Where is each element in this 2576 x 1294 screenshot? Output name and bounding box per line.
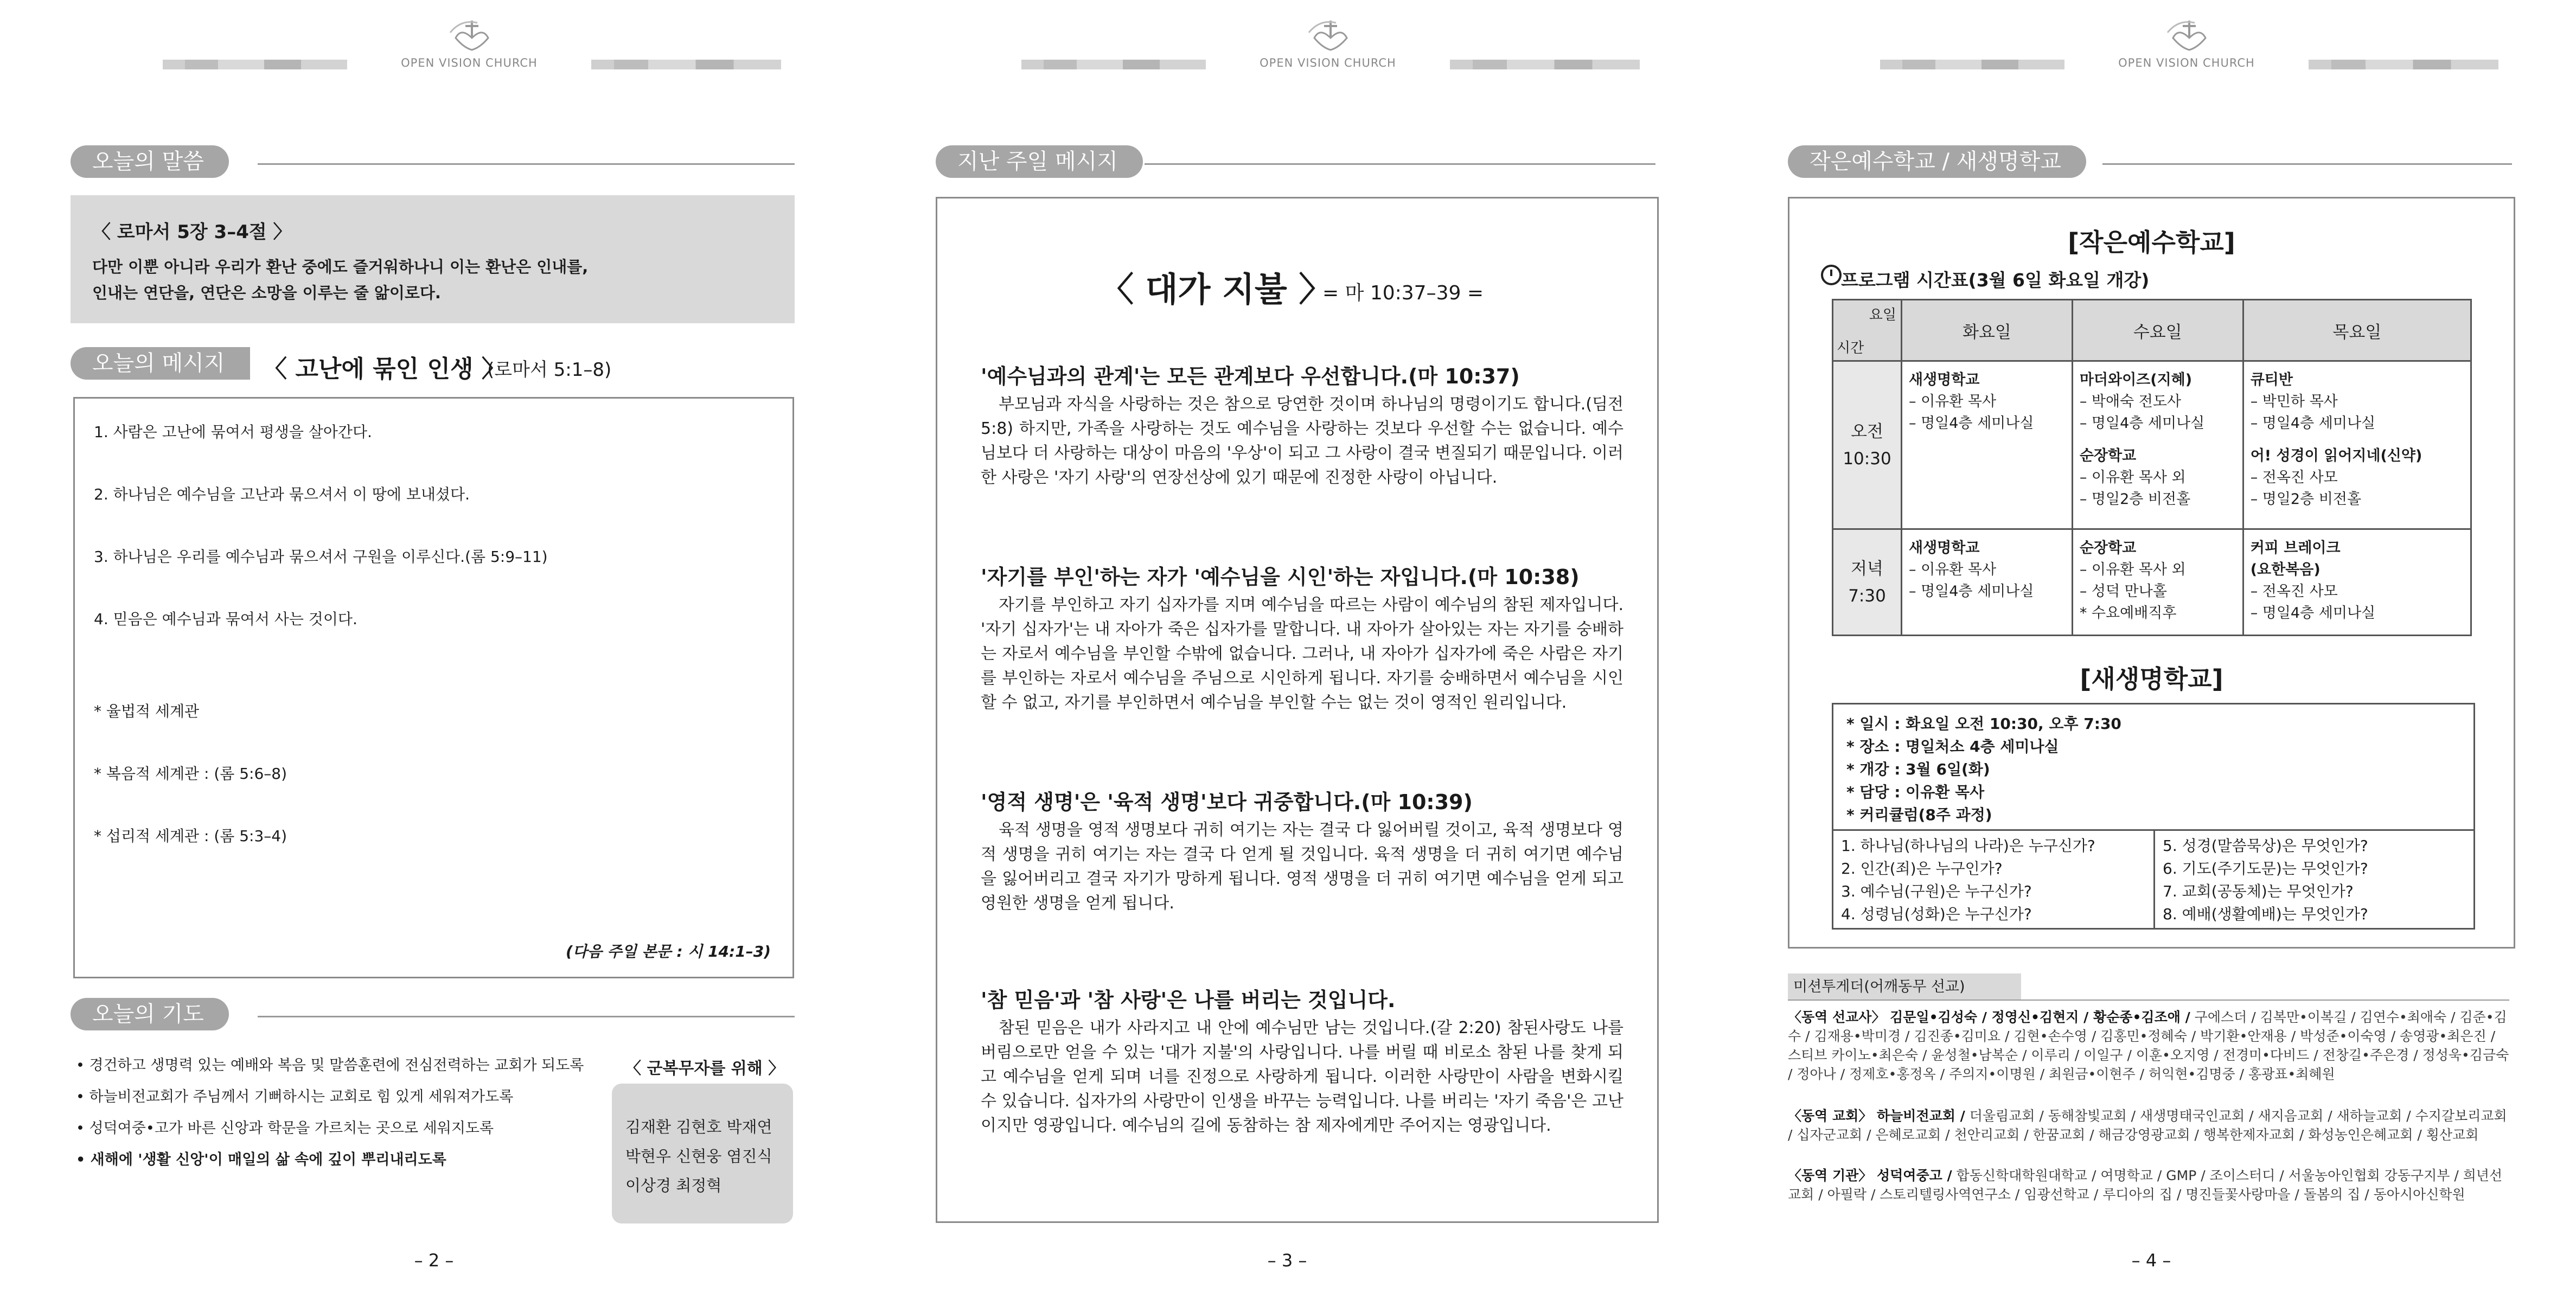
corner-day-label: 요일 [1869,307,1896,323]
church-name: OPEN VISION CHURCH [1260,56,1396,69]
page-number: – 4 – [2131,1250,2171,1271]
alarm-clock-icon [1821,265,1842,285]
message-point: * 섭리적 세계관 : (롬 5:3–4) [94,827,287,845]
message-point: * 복음적 세계관 : (롬 5:6–8) [94,765,287,783]
message-point: * 율법적 세계관 [94,702,200,720]
cell-line: * 수요예배직후 [2079,605,2177,622]
section-rule [2102,163,2512,165]
curriculum-item: 3. 예수님(구원)은 누구신가? [1841,882,2032,900]
time-cell [1833,361,1902,529]
supporters-label: 미션투게더(어깨동무 선교) [1788,973,2021,1001]
cell-line: – 명일2층 비전홀 [2250,491,2362,508]
cell-spacer [2080,434,2236,445]
sermon-title: 〈 대가 지불 〉 [1100,270,1333,309]
schedule-cell [2072,529,2243,636]
time-label: 오전 [1851,421,1883,441]
cell-line: 마더와이즈(지혜) [2079,371,2193,388]
section-rule [1145,163,1655,165]
sermon-paragraph: 참된 믿음은 내가 사라지고 내 안에 예수님만 남는 것입니다.(갈 2:20) 참된사랑도 나를 버림으로만 얻을 수 있는 '대가 지불'의 사랑입니다. 나를 버릴 때 비로소 참된 나를 찾게 되고 예수님을 얻게 되며 너를 진정으로 사랑하게 됩니다. 이러한 사랑만이 사람을 변화시킬 수 있습니다. 십자가의 사랑만이 인생을 바꾸는 능력입니다. 나를 버리는 '자기 죽음'은 고난이지만 영광입니다. 예수님의 길에 동참하는 참 제자에게만 주어지는 영광입니다. [981,1018,1623,1135]
military-names-row: 이상경 최정혁 [625,1176,722,1195]
schedule-cell [2243,529,2471,636]
church-name: OPEN VISION CHURCH [2118,56,2255,69]
church-logo-icon [2162,16,2216,54]
military-heading: 〈 군복무자를 위해 〉 [625,1059,785,1078]
table-header-row [1833,300,2471,361]
cell-line: – 이유환 목사 [1909,393,1997,410]
church-logo-icon [445,16,499,54]
page-4 [1717,0,2576,1294]
curriculum-item: 8. 예배(생활예배)는 무엇인가? [2163,905,2368,923]
message-points-box [73,397,794,978]
section-label: 오늘의 말씀 [71,145,229,178]
day-header: 목요일 [2243,300,2471,361]
curriculum-item: 4. 성령님(성화)은 누구신가? [1841,905,2032,923]
cell-line: – 이유환 목사 [1909,561,1997,578]
cell-line: – 명일4층 세미나실 [1909,415,2034,432]
word-line: 인내는 연단을, 연단은 소망을 이루는 줄 앎이로다. [92,284,441,302]
section-label: 오늘의 기도 [71,998,229,1030]
word-line: 다만 이뿐 아니라 우리가 환난 중에도 즐거워하나니 이는 환난은 인내를, [92,258,589,276]
sermon-heading: '참 믿음'과 '참 사랑'은 나를 버리는 것입니다. [981,988,1396,1012]
supporters-rule [1788,1000,2509,1001]
next-sermon-text: (다음 주일 본문 : 시 14:1–3) [566,943,771,960]
sermon-heading: '자기를 부인'하는 자가 '예수님을 시인'하는 자입니다.(마 10:38) [981,565,1580,589]
supporters-churches [1788,1106,2509,1144]
prayer-item: • 하늘비전교회가 주님께서 기뻐하시는 교회로 힘 있게 세워져가도록 [76,1088,514,1105]
section-today-prayer [71,998,795,1030]
table-row [1833,529,2471,636]
prayer-item: • 새해에 '생활 신앙'이 매일의 삶 속에 깊이 뿌리내리도록 [76,1151,446,1168]
time-value: 10:30 [1843,449,1891,469]
cell-line: – 전옥진 사모 [2250,469,2338,486]
corner-time-label: 시간 [1837,340,1864,356]
schools-box [1788,197,2515,949]
table-row [1833,361,2471,529]
church-logo-icon [1303,16,1358,54]
curriculum-item: 5. 성경(말씀묵상)은 무엇인가? [2163,837,2368,855]
cell-line: 어! 성경이 읽어지네(신약) [2250,447,2422,464]
prayer-item: • 경건하고 생명력 있는 예배와 복음 및 말씀훈련에 전심전력하는 교회가 되도록 [76,1057,584,1074]
cell-line: – 명일4층 세미나실 [2079,415,2205,432]
last-message-box [936,197,1659,1223]
cell-line: (요한복음) [2250,561,2321,578]
header-bar-right [591,60,781,69]
new-life-school-title: [새생명학교] [2080,664,2223,694]
prayer-item: • 성덕여중•고가 바른 신앙과 학문을 가르치는 곳으로 세워지도록 [76,1120,494,1137]
message-reference: (로마서 5:1–8) [487,359,612,381]
sermon-paragraph: 육적 생명을 영적 생명보다 귀히 여기는 자는 결국 다 잃어버릴 것이고, 육적 생명보다 영적 생명을 귀히 여기는 자는 결국 다 얻게 될 것입니다. 육적 생명을 더 귀히 여기면 예수님을 잃어버리고 결국 자기가 망하게 됩니다. 영적 생명을 더 귀히 여기면 예수님을 얻게 되고 영원한 생명을 얻게 됩니다. [981,821,1623,913]
page-header [163,16,781,76]
cell-line: 큐티반 [2250,371,2293,388]
word-text [92,254,781,306]
header-bar-left [1021,60,1206,69]
section-today-word [71,145,795,178]
curriculum-grid [1833,829,2473,930]
section-label: 작은예수학교 / 새생명학교 [1788,145,2086,178]
schedule-cell [2243,361,2471,529]
cell-line: – 이유환 목사 외 [2079,561,2186,578]
header-bar-right [2309,60,2498,69]
message-title: 〈 고난에 묶인 인생 〉 [263,355,506,383]
message-point: 4. 믿음은 예수님과 묶여서 사는 것이다. [94,610,357,628]
program-title: 프로그램 시간표(3월 6일 화요일 개강) [1841,270,2150,291]
page-2 [0,0,859,1294]
cell-line: – 전옥진 사모 [2250,583,2338,600]
cell-line: – 이유환 목사 외 [2079,469,2186,486]
military-names-row: 김재환 김현호 박재연 [625,1118,772,1136]
time-label: 저녁 [1851,559,1883,579]
info-line: * 일시 : 화요일 오전 10:30, 오후 7:30 [1846,715,2121,733]
sermon-paragraph: 부모님과 자식을 사랑하는 것은 참으로 당연한 것이며 하나님의 명령이기도 합니다.(딤전 5:8) 하지만, 가족을 사랑하는 것도 예수님을 사랑하는 것보다 우선할 수는 없습니다. 예수님보다 더 사랑하는 대상이 마음의 '우상'이 되고 그 사랑이 결국 변질되기 때문입니다. 이러한 사랑은 '자기 사랑'의 연장선상에 있기 때문에 진정한 사랑이 아닙니다. [981,395,1623,487]
schedule-cell [1902,529,2073,636]
cell-line: – 명일4층 세미나실 [2250,605,2376,622]
schedule-cell [2072,361,2243,529]
info-line: * 커리큘럼(8주 과정) [1846,806,1992,824]
supporters-body: 더울림교회 / 동해참빛교회 / 새생명태국인교회 / 새지음교회 / 새하늘교회 / 수지갈보리교회 / 십자군교회 / 은혜로교회 / 천안리교회 / 한꿈교회 / 해금강영광교회 / 행복한제자교회 / 화성농인은혜교회 / 횡산교회 [1788,1108,2507,1143]
church-name: OPEN VISION CHURCH [401,56,538,69]
section-rule [258,163,795,165]
supporters-head: 〈동역 교회〉 하늘비전교회 / [1788,1108,1965,1124]
page-header [1021,16,1640,76]
cell-line: 새생명학교 [1909,540,1980,556]
day-header: 수요일 [2072,300,2243,361]
info-line: * 담당 : 이유환 목사 [1846,783,1985,801]
little-jesus-school-title: [작은예수학교] [2068,228,2235,257]
page-number: – 2 – [414,1250,454,1271]
curriculum-column-left [1833,831,2153,930]
cell-line: – 박민하 목사 [2250,393,2338,410]
section-today-message [71,347,252,380]
header-bar-left [163,60,347,69]
page-3 [859,0,1717,1294]
page-header [1880,16,2498,76]
cell-spacer [2251,434,2464,445]
curriculum-item: 6. 기도(주기도문)는 무엇인가? [2163,860,2368,877]
cell-line: – 명일4층 세미나실 [2250,415,2376,432]
supporters-institutions [1788,1166,2509,1204]
supporters-head: 〈동역 선교사〉 김문일•김성숙 / 정영신•김현지 / 황순종•김조애 / [1788,1009,2190,1025]
day-header: 화요일 [1902,300,2073,361]
supporters-body: 구에스더 / 김복만•이복길 / 김연수•최애숙 / 김준•김수 / 김재용•박미경 / 김진종•김미요 / 김현•손수영 / 김홍민•정혜숙 / 박기환•안재용 / 박성준•이숙영 / 송영광•최은진 / 스티브 카이노•최은숙 / 윤성철•남복순 / 이루리 / 이일구 / 이훈•오지영 / 전경미•다비드 / 전창길•주은경 / 정성욱•김금숙 / 정아나 / 정제호•홍정옥 / 주의지•이명원 / 최원금•이현주 / 허익현•김명중 / 홍광표•최혜원 [1788,1009,2509,1082]
time-cell [1833,529,1902,636]
supporters-body: 합동신학대학원대학교 / 여명학교 / GMP / 조이스터디 / 서울농아인협회 강동구지부 / 희년선교회 / 아필락 / 스토리텔링사역연구소 / 임광선학교 / 루디아의 집 / 명진들꽃사랑마을 / 돌봄의 집 / 동아시아신학원 [1788,1168,2503,1202]
cell-line: 순장학교 [2079,447,2137,464]
military-names-row: 박현우 신현웅 염진식 [625,1147,772,1165]
schedule-cell [1902,361,2073,529]
cell-line: 순장학교 [2079,540,2137,556]
table-corner-cell [1833,300,1902,361]
supporters-head: 〈동역 기관〉 성덕여중고 / [1788,1168,1952,1183]
info-line: * 장소 : 명일처소 4층 세미나실 [1846,738,2059,755]
curriculum-item: 1. 하나님(하나님의 나라)은 누구신가? [1841,837,2095,855]
schedule-table [1832,299,2472,636]
sermon-reference: = 마 10:37–39 = [1322,282,1484,304]
section-label: 지난 주일 메시지 [936,145,1143,178]
time-value: 7:30 [1848,586,1886,606]
info-line: * 개강 : 3월 6일(화) [1846,760,1990,778]
word-reference: 〈 로마서 5장 3–4절 〉 [92,221,292,243]
section-label: 오늘의 메시지 [71,347,250,380]
military-names-box [612,1084,793,1223]
new-life-info-box [1832,703,2475,930]
cell-line: – 박애숙 전도사 [2079,393,2182,410]
curriculum-item: 2. 인간(죄)은 누구인가? [1841,860,2003,877]
supporters-missionaries [1788,1008,2509,1084]
curriculum-column-right [2153,831,2475,930]
cell-line: – 명일2층 비전홀 [2079,491,2191,508]
message-point: 2. 하나님은 예수님을 고난과 묶으셔서 이 땅에 보내셨다. [94,485,470,503]
section-rule [258,1016,795,1017]
section-last-message [936,145,1655,178]
header-bar-right [1450,60,1640,69]
message-point: 3. 하나님은 우리를 예수님과 묶으셔서 구원을 이루신다.(롬 5:9–11) [94,548,548,566]
curriculum-item: 7. 교회(공동체)는 무엇인가? [2163,882,2354,900]
cell-line: – 성덕 만나홀 [2079,583,2167,600]
section-schools [1788,145,2512,178]
cell-line: 새생명학교 [1909,371,1980,388]
page-number: – 3 – [1267,1250,1307,1271]
message-point: 1. 사람은 고난에 묶여서 평생을 살아간다. [94,423,372,441]
header-bar-left [1880,60,2064,69]
cell-line: 커피 브레이크 [2250,540,2341,556]
sermon-heading: '영적 생명'은 '육적 생명'보다 귀중합니다.(마 10:39) [981,790,1473,814]
sermon-heading: '예수님과의 관계'는 모든 관계보다 우선합니다.(마 10:37) [981,364,1520,388]
cell-line: – 명일4층 세미나실 [1909,583,2034,600]
today-word-box [71,195,795,323]
sermon-paragraph: 자기를 부인하고 자기 십자가를 지며 예수님을 따르는 사람이 예수님의 참된 제자입니다. '자기 십자가'는 내 자아가 죽은 십자가를 말합니다. 내 자아가 살아있는 자는 자기를 숭배하는 자로서 예수님을 부인할 수밖에 없습니다. 그러나, 내 자아가 십자가에 죽은 사람은 자기를 부인하는 자로서 예수님을 주님으로 시인하게 됩니다. 자기를 숭배하면서 예수님을 시인할 수 없고, 자기를 부인하면서 예수님을 부인할 수는 없는 것이 영적인 원리입니다. [981,595,1623,712]
